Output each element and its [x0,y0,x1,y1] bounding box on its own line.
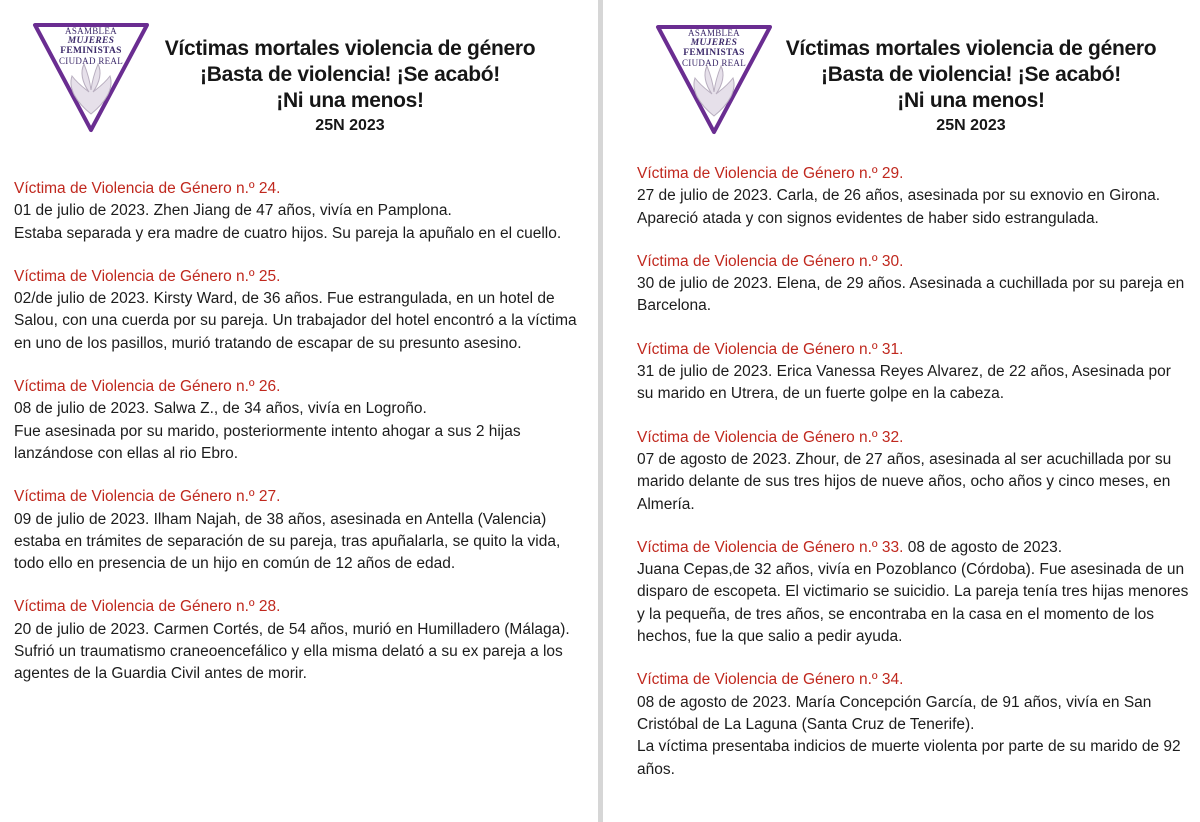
entry-text [637,559,1190,648]
entry-paragraph: 09 de julio de 2023. Ilham Najah, de 38 años, asesinada en Antella (Valencia) estaba en trámites de separación de su pareja, tras apuñalarla, se quito la vida, todo ello en presencia de un hijo en común de 12 años de edad. [14,510,561,573]
entry-title: Víctima de Violencia de Género n.º 24. [14,180,281,197]
victim-entry [14,486,578,575]
entry-title: Víctima de Violencia de Género n.º 31. [637,340,904,358]
entry-paragraph: 31 de julio de 2023. Erica Vanessa Reyes Alvarez, de 22 años, Asesinada por su marido en Utrera, de un fuerte golpe en la cabeza. [637,363,1171,403]
victim-entry [637,427,1190,516]
entry-date-inline: 08 de agosto de 2023. [903,538,1063,556]
logo-line-2: MUJERES [690,38,738,48]
victim-entries [637,163,1190,802]
logo-line-3: FEMINISTAS [60,46,122,56]
entry-title: Víctima de Violencia de Género n.º 29. [637,165,904,182]
entry-paragraph: 08 de julio de 2023. Salwa Z., de 34 años, vivía en Logroño. [14,400,427,418]
header-title: Víctimas mortales violencia de género [785,37,1157,60]
entry-title: Víctima de Violencia de Género n.º 33. [637,538,904,556]
entry-title: Víctima de Violencia de Género n.º 28. [14,598,281,616]
logo-line-4: CIUDAD REAL [681,58,747,68]
page-header [150,36,550,138]
entry-paragraph: 30 de julio de 2023. Elena, de 29 años. Asesinada a cuchillada por su pareja en Barcelona. [637,275,1185,315]
victim-entry [637,669,1190,780]
victim-entry [637,251,1190,318]
entry-title-line [637,537,1190,559]
logo-line-4: CIUDAD REAL [58,56,124,66]
entry-paragraph: 27 de julio de 2023. Carla, de 26 años, asesinada por su exnovio en Girona. Apareció atada y con signos evidentes de haber sido estrangulada. [637,187,1161,227]
entry-text [14,200,578,245]
entry-title: Víctima de Violencia de Género n.º 32. [637,428,904,446]
entry-paragraph: 02/de julio de 2023. Kirsty Ward, de 36 años. Fue estrangulada, en un hotel de Salou, con una cuerda por su pareja. Un trabajador del hotel encontró a la víctima en uno de los pasillos, murió tratando de escapar de su presunto asesino. [14,290,577,352]
entry-paragraph: Juana Cepas,de 32 años, vivía en Pozoblanco (Córdoba). Fue asesinada de un disparo de escopeta. El victimario se suicidio. La pareja tenía tres hijas menores y la pequeña, de tres años, se encontraba en la casa en el momento de los hechos, fue la que salio a pedir ayuda. [637,561,1189,646]
logo-line-2: MUJERES [67,36,115,46]
entry-title: Víctima de Violencia de Género n.º 26. [14,378,281,396]
logo-text [655,28,773,68]
entry-text [637,692,1190,781]
logo-line-3: FEMINISTAS [683,48,745,58]
entry-text [14,398,578,465]
entry-paragraph: 08 de agosto de 2023. María Concepción García, de 91 años, vivía en San Cristóbal de La Laguna (Santa Cruz de Tenerife). [637,693,1152,733]
entry-paragraph: 01 de julio de 2023. Zhen Jiang de 47 años, vivía en Pamplona. [14,202,452,220]
entry-paragraph: 07 de agosto de 2023. Zhour, de 27 años, asesinada al ser acuchillada por su marido delante de sus tres hijos de nueve años, ocho años y cinco meses, en Almería. [637,450,1172,513]
entry-text [637,361,1190,406]
entry-title: Víctima de Violencia de Género n.º 30. [637,252,904,270]
header-slogan: ¡Basta de violencia! ¡Se acabó! [200,63,500,86]
entry-title: Víctima de Violencia de Género n.º 27. [14,488,281,506]
header-slogan: ¡Basta de violencia! ¡Se acabó! [821,63,1121,86]
victim-entry [14,596,578,685]
entry-paragraph: Fue asesinada por su marido, posteriormente intento ahogar a sus 2 hijas lanzándose con ellas al rio Ebro. [14,422,521,462]
header-date: 25N 2023 [315,117,385,134]
header-title: Víctimas mortales violencia de género [164,37,536,60]
logo-text [32,26,150,66]
document-page-left [0,0,598,822]
victim-entry [637,163,1190,230]
document-page-right [603,0,1200,822]
entry-paragraph: Estaba separada y era madre de cuatro hijos. Su pareja la apuñalo en el cuello. [14,224,562,242]
entry-text [14,288,578,355]
entry-paragraph: La víctima presentaba indicios de muerte violenta por parte de su marido de 92 años. [637,738,1181,778]
entry-title: Víctima de Violencia de Género n.º 34. [637,671,904,689]
header-slogan-2: ¡Ni una menos! [897,89,1045,112]
assembly-logo [655,24,773,136]
logo-line-1: ASAMBLEA [688,28,740,38]
entry-text [637,273,1190,318]
header-date: 25N 2023 [936,117,1006,134]
entry-text [637,185,1190,230]
assembly-logo [32,22,150,134]
entry-title: Víctima de Violencia de Género n.º 25. [14,267,281,285]
page-header [771,36,1171,138]
header-slogan-2: ¡Ni una menos! [276,89,424,112]
victim-entry [14,376,578,465]
entry-text [637,449,1190,516]
entry-text [14,619,578,686]
victim-entries [14,178,578,707]
entry-text [14,509,578,576]
victim-entry [14,178,578,245]
victim-entry [637,537,1190,648]
victim-entry [637,339,1190,406]
entry-paragraph: 20 de julio de 2023. Carmen Cortés, de 54 años, murió en Humilladero (Málaga). Sufrió un traumatismo craneoencefálico y ella misma delató a su ex pareja a los agentes de la Guardia Civil antes de morir. [14,620,570,683]
victim-entry [14,266,578,355]
logo-line-1: ASAMBLEA [65,26,117,36]
